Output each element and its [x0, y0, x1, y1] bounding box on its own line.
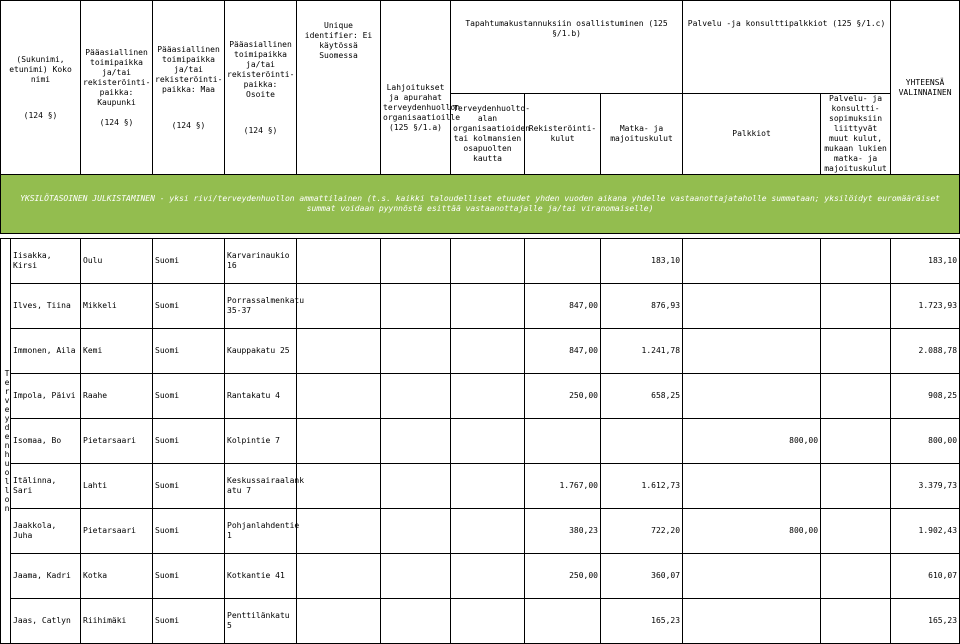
cell-fees	[683, 554, 821, 599]
cell-total: 1.902,43	[891, 509, 960, 554]
cell-travel: 658,25	[601, 374, 683, 419]
cell-name: Ilves, Tiina	[11, 284, 81, 329]
cell-city: Kemi	[81, 329, 153, 374]
cell-country: Suomi	[153, 419, 225, 464]
cell-empty	[297, 284, 381, 329]
cell-empty	[381, 239, 451, 284]
cell-travel: 360,07	[601, 554, 683, 599]
cell-name: Itälinna, Sari	[11, 464, 81, 509]
cell-address: Rantakatu 4	[225, 374, 297, 419]
cell-empty	[381, 509, 451, 554]
header-event-costs: Tapahtumakustannuksiin osallistuminen (125 §/1.b)	[451, 1, 683, 94]
cell-empty	[451, 374, 525, 419]
cell-fees	[683, 599, 821, 644]
cell-country: Suomi	[153, 329, 225, 374]
cell-empty	[381, 419, 451, 464]
table-row	[1, 329, 960, 374]
cell-empty	[451, 284, 525, 329]
header-city: Pääasiallinen toimipaikka ja/tai rekisteröinti-paikka: Kaupunki (124 §)	[81, 1, 153, 175]
cell-country: Suomi	[153, 284, 225, 329]
cell-related	[821, 419, 891, 464]
cell-related	[821, 329, 891, 374]
cell-empty	[297, 464, 381, 509]
table-row	[1, 374, 960, 419]
side-label: Terveydenhuollon	[1, 239, 11, 644]
cell-empty	[451, 464, 525, 509]
cell-name: Impola, Päivi	[11, 374, 81, 419]
cell-empty	[381, 374, 451, 419]
header-country: Pääasiallinen toimipaikka ja/tai rekisteröinti-paikka: Maa (124 §)	[153, 1, 225, 175]
table-row	[1, 554, 960, 599]
cell-total: 1.723,93	[891, 284, 960, 329]
header-related: Palvelu- ja konsultti-sopimuksiin liittyvät muut kulut, mukaan lukien matka- ja majoituskulut	[821, 94, 891, 175]
table-row	[1, 599, 960, 644]
cell-country: Suomi	[153, 464, 225, 509]
cell-empty	[297, 509, 381, 554]
cell-country: Suomi	[153, 599, 225, 644]
cell-country: Suomi	[153, 374, 225, 419]
header-registration: Rekisteröinti-kulut	[525, 94, 601, 175]
header-services: Palvelu -ja konsulttipalkkiot (125 §/1.c)	[683, 1, 891, 94]
cell-address: Pohjanlahdentie 1	[225, 509, 297, 554]
cell-empty	[451, 599, 525, 644]
table-row	[1, 509, 960, 554]
cell-empty	[381, 599, 451, 644]
cell-travel: 876,93	[601, 284, 683, 329]
cell-related	[821, 464, 891, 509]
cell-country: Suomi	[153, 554, 225, 599]
cell-travel: 722,20	[601, 509, 683, 554]
cell-total: 610,07	[891, 554, 960, 599]
cell-address: Kolpintie 7	[225, 419, 297, 464]
cell-fees: 800,00	[683, 419, 821, 464]
cell-empty	[297, 239, 381, 284]
cell-name: Jaakkola, Juha	[11, 509, 81, 554]
cell-registration: 847,00	[525, 329, 601, 374]
cell-name: Jaama, Kadri	[11, 554, 81, 599]
cell-empty	[381, 554, 451, 599]
cell-fees	[683, 329, 821, 374]
cell-registration: 847,00	[525, 284, 601, 329]
cell-address: Porrassalmenkatu 35-37	[225, 284, 297, 329]
cell-empty	[381, 464, 451, 509]
cell-city: Riihimäki	[81, 599, 153, 644]
cell-registration	[525, 599, 601, 644]
cell-fees	[683, 284, 821, 329]
cell-city: Lahti	[81, 464, 153, 509]
table-row	[1, 239, 960, 284]
cell-travel: 1.612,73	[601, 464, 683, 509]
cell-city: Raahe	[81, 374, 153, 419]
table-row	[1, 284, 960, 329]
cell-empty	[297, 554, 381, 599]
cell-name: Jaas, Catlyn	[11, 599, 81, 644]
cell-registration: 380,23	[525, 509, 601, 554]
cell-country: Suomi	[153, 509, 225, 554]
cell-travel: 183,10	[601, 239, 683, 284]
cell-address: Karvarinaukio 16	[225, 239, 297, 284]
cell-registration: 1.767,00	[525, 464, 601, 509]
cell-registration	[525, 419, 601, 464]
header-fees: Palkkiot	[683, 94, 821, 175]
cell-country: Suomi	[153, 239, 225, 284]
header-donations: Lahjoitukset ja apurahat terveydenhuollon organisaatioille (125 §/1.a)	[381, 1, 451, 175]
cell-travel: 1.241,78	[601, 329, 683, 374]
header-name: (Sukunimi, etunimi) Koko nimi (124 §)	[1, 1, 81, 175]
cell-address: Keskussairaalank atu 7	[225, 464, 297, 509]
table-row	[1, 419, 960, 464]
cell-empty	[297, 329, 381, 374]
cell-fees	[683, 374, 821, 419]
cell-empty	[451, 329, 525, 374]
cell-city: Pietarsaari	[81, 509, 153, 554]
cell-total: 800,00	[891, 419, 960, 464]
cell-related	[821, 374, 891, 419]
cell-empty	[451, 239, 525, 284]
cell-name: Immonen, Aila	[11, 329, 81, 374]
cell-empty	[381, 329, 451, 374]
cell-registration	[525, 239, 601, 284]
cell-name: Iisakka, Kirsi	[11, 239, 81, 284]
cell-total: 2.088,78	[891, 329, 960, 374]
disclosure-banner: YKSILÖTASOINEN JULKISTAMINEN - yksi rivi/terveydenhuollon ammattilainen (t.s. kaikki taloudelliset etuudet yhden vuoden aikana yhdelle vastaanottajataholle summataan; yksilöidyt euromääräiset summat voidaan pyynnöstä esittää vastaanottajalle ja/tai viranomaiselle)	[1, 175, 960, 234]
cell-total: 908,25	[891, 374, 960, 419]
cell-empty	[451, 554, 525, 599]
cell-empty	[381, 284, 451, 329]
cell-related	[821, 239, 891, 284]
cell-city: Oulu	[81, 239, 153, 284]
cell-travel	[601, 419, 683, 464]
cell-fees	[683, 464, 821, 509]
cell-city: Kotka	[81, 554, 153, 599]
cell-fees: 800,00	[683, 509, 821, 554]
cell-empty	[297, 599, 381, 644]
cell-related	[821, 509, 891, 554]
cell-city: Mikkeli	[81, 284, 153, 329]
cell-address: Penttilänkatu 5	[225, 599, 297, 644]
cell-fees	[683, 239, 821, 284]
header-total: YHTEENSÄ VALINNAINEN	[891, 1, 960, 175]
cell-empty	[451, 509, 525, 554]
header-via-org: Terveydenhuolto-alan organisaatioiden tai kolmansien osapuolten kautta	[451, 94, 525, 175]
table-row	[1, 464, 960, 509]
cell-total: 165,23	[891, 599, 960, 644]
cell-empty	[297, 419, 381, 464]
cell-related	[821, 599, 891, 644]
cell-registration: 250,00	[525, 554, 601, 599]
cell-address: Kotkantie 41	[225, 554, 297, 599]
cell-registration: 250,00	[525, 374, 601, 419]
cell-name: Isomaa, Bo	[11, 419, 81, 464]
header-travel: Matka- ja majoituskulut	[601, 94, 683, 175]
cell-related	[821, 554, 891, 599]
cell-empty	[297, 374, 381, 419]
cell-address: Kauppakatu 25	[225, 329, 297, 374]
cell-related	[821, 284, 891, 329]
header-identifier: Unique identifier: Ei käytössä Suomessa	[297, 1, 381, 175]
cell-total: 183,10	[891, 239, 960, 284]
cell-travel: 165,23	[601, 599, 683, 644]
header-address: Pääasiallinen toimipaikka ja/tai rekisteröinti-paikka: Osoite (124 §)	[225, 1, 297, 175]
cell-empty	[451, 419, 525, 464]
cell-total: 3.379,73	[891, 464, 960, 509]
cell-city: Pietarsaari	[81, 419, 153, 464]
